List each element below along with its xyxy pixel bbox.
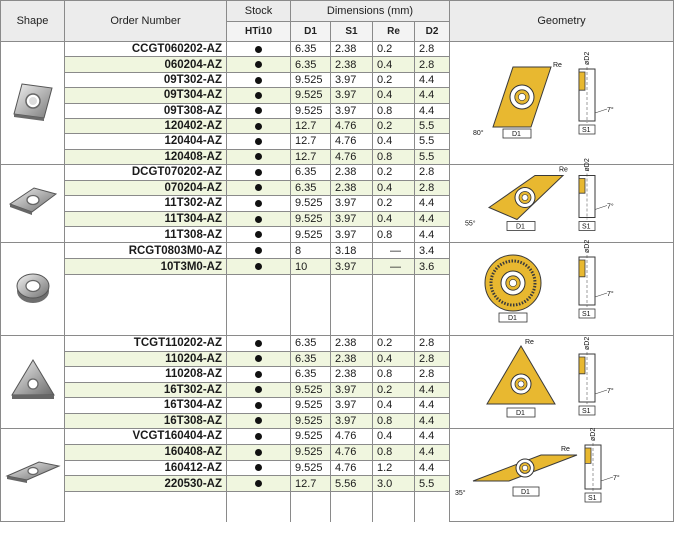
geometry-drawing-dcgt — [451, 158, 673, 238]
d1-value: 10 — [291, 259, 331, 275]
geometry-drawing-tcgt — [451, 336, 673, 424]
d2-value: 4.4 — [415, 88, 450, 103]
order-number: 16T308-AZ — [65, 413, 227, 429]
empty-cell — [373, 320, 415, 336]
clearance-angle-label: 7° — [606, 388, 614, 395]
d2-value: 3.6 — [415, 259, 450, 275]
d2-value: 4.4 — [415, 227, 450, 243]
table-row — [1, 336, 674, 352]
s1-value: 2.38 — [331, 165, 373, 181]
shape-cell-ccgt — [1, 42, 65, 165]
geometry-cell-ccgt — [450, 42, 674, 165]
d2-value: 4.4 — [415, 460, 450, 476]
in-stock-dot-icon — [255, 433, 262, 440]
d1-value: 6.35 — [291, 165, 331, 181]
header-grade: HTi10 — [227, 22, 291, 42]
in-stock-dot-icon — [255, 231, 262, 238]
d2-value: 2.8 — [415, 351, 450, 367]
stock-cell — [227, 57, 291, 72]
empty-cell — [65, 305, 227, 320]
in-stock-dot-icon — [255, 138, 262, 145]
clearance-angle-label: 7° — [606, 291, 614, 298]
stock-cell — [227, 42, 291, 57]
re-value: 0.8 — [373, 444, 415, 460]
d2-label: øD2 — [583, 239, 591, 253]
re-value: 0.2 — [373, 42, 415, 57]
d2-value: 4.4 — [415, 398, 450, 414]
s1-value: 2.38 — [331, 57, 373, 72]
re-value: 0.2 — [373, 118, 415, 133]
s1-value: 2.38 — [331, 180, 373, 196]
empty-cell — [415, 290, 450, 305]
angle-label: 35° — [454, 490, 466, 497]
empty-cell — [291, 492, 331, 507]
in-stock-dot-icon — [255, 263, 262, 270]
d1-value: 6.35 — [291, 180, 331, 196]
d1-value: 12.7 — [291, 149, 331, 164]
d1-label: D1 — [511, 131, 521, 138]
clearance-line — [595, 390, 607, 394]
empty-cell — [291, 290, 331, 305]
re-value: 0.4 — [373, 134, 415, 149]
hole-core — [518, 93, 525, 100]
d1-value: 9.525 — [291, 429, 331, 445]
s1-value: 3.97 — [331, 72, 373, 87]
order-number: 160408-AZ — [65, 444, 227, 460]
d2-label: øD2 — [583, 51, 591, 65]
re-value: 0.4 — [373, 398, 415, 414]
order-number: RCGT0803M0-AZ — [65, 243, 227, 259]
d2-value: 5.5 — [415, 134, 450, 149]
re-value: 0.8 — [373, 227, 415, 243]
re-value: 0.2 — [373, 165, 415, 181]
empty-cell — [331, 305, 373, 320]
empty-cell — [227, 492, 291, 507]
s1-label: S1 — [581, 311, 591, 318]
empty-cell — [291, 507, 331, 522]
in-stock-dot-icon — [255, 46, 262, 53]
cutting-edge-mark — [579, 179, 585, 194]
stock-cell — [227, 196, 291, 212]
order-number: 11T302-AZ — [65, 196, 227, 212]
s1-value: 2.38 — [331, 351, 373, 367]
re-value: 0.4 — [373, 429, 415, 445]
in-stock-dot-icon — [255, 402, 262, 409]
empty-cell — [227, 320, 291, 336]
re-label: Re — [552, 62, 562, 69]
in-stock-dot-icon — [255, 184, 262, 191]
order-number: DCGT070202-AZ — [65, 165, 227, 181]
d1-value: 9.525 — [291, 382, 331, 398]
d2-value: 4.4 — [415, 382, 450, 398]
re-label: Re — [524, 339, 534, 346]
empty-cell — [373, 492, 415, 507]
d2-value: 4.4 — [415, 429, 450, 445]
re-value: 0.4 — [373, 351, 415, 367]
table-row — [1, 243, 674, 259]
order-number: 09T304-AZ — [65, 88, 227, 103]
order-number: 060204-AZ — [65, 57, 227, 72]
in-stock-dot-icon — [255, 464, 262, 471]
table-row — [1, 165, 674, 181]
order-number: TCGT110202-AZ — [65, 336, 227, 352]
order-number: 070204-AZ — [65, 180, 227, 196]
empty-cell — [331, 492, 373, 507]
hole-core — [518, 381, 524, 387]
order-number: 110208-AZ — [65, 367, 227, 383]
header-re: Re — [373, 22, 415, 42]
clearance-angle-label: 7° — [606, 203, 614, 211]
s1-value: 2.38 — [331, 42, 373, 57]
d1-value: 6.35 — [291, 336, 331, 352]
table-row — [1, 429, 674, 445]
empty-cell — [415, 305, 450, 320]
s1-value: 3.97 — [331, 88, 373, 103]
ccgt-insert-photo-icon — [8, 76, 58, 126]
header-dimensions: Dimensions (mm) — [291, 1, 450, 22]
geometry-cell-tcgt — [450, 336, 674, 429]
re-value: 0.8 — [373, 149, 415, 164]
tcgt-insert-photo-icon — [9, 357, 57, 403]
geometry-cell-rcgt — [450, 239, 674, 336]
s1-label: S1 — [581, 223, 591, 231]
stock-cell — [227, 444, 291, 460]
s1-value: 4.76 — [331, 429, 373, 445]
in-stock-dot-icon — [255, 77, 262, 84]
re-value: 0.2 — [373, 382, 415, 398]
empty-cell — [227, 305, 291, 320]
empty-cell — [65, 275, 227, 291]
empty-cell — [373, 305, 415, 320]
s1-label: S1 — [581, 127, 591, 134]
empty-cell — [65, 492, 227, 507]
d2-value: 2.8 — [415, 42, 450, 57]
s1-label: S1 — [587, 495, 597, 502]
empty-cell — [227, 290, 291, 305]
cutting-edge-mark — [579, 357, 585, 374]
d1-label: D1 — [515, 410, 525, 417]
angle-label: 80° — [472, 130, 484, 137]
re-value: 0.4 — [373, 57, 415, 72]
stock-cell — [227, 118, 291, 133]
empty-cell — [373, 275, 415, 291]
stock-cell — [227, 351, 291, 367]
geometry-drawing-rcgt — [451, 239, 673, 331]
re-value: 0.4 — [373, 211, 415, 227]
s1-value: 4.76 — [331, 134, 373, 149]
order-number: 120402-AZ — [65, 118, 227, 133]
in-stock-dot-icon — [255, 169, 262, 176]
d2-value: 2.8 — [415, 165, 450, 181]
re-value: 0.2 — [373, 196, 415, 212]
cutting-edge-mark — [579, 72, 585, 90]
header-geometry: Geometry — [450, 1, 674, 42]
in-stock-dot-icon — [255, 216, 262, 223]
s1-value: 2.38 — [331, 336, 373, 352]
s1-value: 4.76 — [331, 460, 373, 476]
stock-cell — [227, 103, 291, 118]
clearance-angle-label: 7° — [612, 475, 620, 482]
clearance-line — [601, 477, 613, 481]
order-number: 16T304-AZ — [65, 398, 227, 414]
stock-cell — [227, 243, 291, 259]
d2-value: 3.4 — [415, 243, 450, 259]
d2-value: 5.5 — [415, 118, 450, 133]
header-d1: D1 — [291, 22, 331, 42]
header-d2: D2 — [415, 22, 450, 42]
order-number: CCGT060202-AZ — [65, 42, 227, 57]
shape-cell-tcgt — [1, 336, 65, 429]
stock-cell — [227, 429, 291, 445]
empty-cell — [415, 320, 450, 336]
order-number: 160412-AZ — [65, 460, 227, 476]
order-number: 09T302-AZ — [65, 72, 227, 87]
in-stock-dot-icon — [255, 92, 262, 99]
order-number: 11T308-AZ — [65, 227, 227, 243]
re-label: Re — [558, 166, 568, 174]
s1-value: 3.97 — [331, 382, 373, 398]
s1-value: 5.56 — [331, 476, 373, 492]
d1-value: 9.525 — [291, 103, 331, 118]
dcgt-insert-photo-icon — [8, 182, 58, 222]
table-row — [1, 42, 674, 57]
geometry-cell-dcgt — [450, 158, 674, 243]
stock-cell — [227, 259, 291, 275]
rcgt-insert-photo-icon — [11, 265, 55, 309]
d1-value: 12.7 — [291, 118, 331, 133]
d1-value: 9.525 — [291, 413, 331, 429]
stock-cell — [227, 398, 291, 414]
d1-value: 12.7 — [291, 476, 331, 492]
stock-cell — [227, 134, 291, 149]
empty-cell — [65, 320, 227, 336]
empty-cell — [65, 507, 227, 522]
header-stock: Stock — [227, 1, 291, 22]
re-value: 0.2 — [373, 336, 415, 352]
stock-cell — [227, 165, 291, 181]
s1-value: 3.97 — [331, 398, 373, 414]
empty-cell — [291, 320, 331, 336]
stock-cell — [227, 413, 291, 429]
s1-value: 3.97 — [331, 211, 373, 227]
in-stock-dot-icon — [255, 340, 262, 347]
empty-cell — [373, 290, 415, 305]
d1-label: D1 — [520, 489, 530, 496]
empty-cell — [373, 507, 415, 522]
re-value: 0.2 — [373, 72, 415, 87]
stock-cell — [227, 476, 291, 492]
stock-cell — [227, 211, 291, 227]
s1-value: 4.76 — [331, 118, 373, 133]
in-stock-dot-icon — [255, 61, 262, 68]
empty-cell — [415, 492, 450, 507]
order-number: 16T302-AZ — [65, 382, 227, 398]
s1-value: 3.97 — [331, 103, 373, 118]
d1-label: D1 — [515, 223, 525, 231]
re-value: 1.2 — [373, 460, 415, 476]
stock-cell — [227, 460, 291, 476]
order-number: 120404-AZ — [65, 134, 227, 149]
d1-label: D1 — [507, 315, 517, 322]
d1-value: 9.525 — [291, 196, 331, 212]
stock-cell — [227, 336, 291, 352]
header-s1: S1 — [331, 22, 373, 42]
empty-cell — [65, 290, 227, 305]
d2-value: 4.4 — [415, 72, 450, 87]
d1-value: 9.525 — [291, 398, 331, 414]
d2-label: øD2 — [589, 427, 597, 441]
shape-cell-vcgt — [1, 429, 65, 522]
cutting-edge-mark — [585, 448, 591, 463]
hole-core — [509, 279, 516, 286]
s1-label: S1 — [581, 408, 591, 415]
in-stock-dot-icon — [255, 449, 262, 456]
d1-value: 9.525 — [291, 460, 331, 476]
s1-value: 4.76 — [331, 444, 373, 460]
stock-cell — [227, 149, 291, 164]
re-value: 3.0 — [373, 476, 415, 492]
geometry-cell-vcgt — [450, 429, 674, 522]
re-value: 0.4 — [373, 180, 415, 196]
order-number: 110204-AZ — [65, 351, 227, 367]
d2-value: 4.4 — [415, 211, 450, 227]
angle-label: 55° — [464, 220, 476, 228]
d1-value: 6.35 — [291, 57, 331, 72]
re-value: — — [373, 243, 415, 259]
d1-value: 9.525 — [291, 88, 331, 103]
order-number: 09T308-AZ — [65, 103, 227, 118]
hole-core — [522, 465, 527, 470]
d1-value: 9.525 — [291, 211, 331, 227]
in-stock-dot-icon — [255, 480, 262, 487]
empty-cell — [291, 275, 331, 291]
clearance-line — [595, 206, 607, 210]
d2-value: 5.5 — [415, 476, 450, 492]
shape-cell-dcgt — [1, 165, 65, 243]
cutting-edge-mark — [579, 260, 585, 277]
d1-value: 9.525 — [291, 444, 331, 460]
stock-cell — [227, 180, 291, 196]
s1-value: 3.97 — [331, 259, 373, 275]
in-stock-dot-icon — [255, 153, 262, 160]
in-stock-dot-icon — [255, 417, 262, 424]
re-label: Re — [560, 446, 570, 453]
empty-cell — [291, 305, 331, 320]
s1-value: 2.38 — [331, 367, 373, 383]
order-number: 11T304-AZ — [65, 211, 227, 227]
s1-value: 4.76 — [331, 149, 373, 164]
order-number: 220530-AZ — [65, 476, 227, 492]
d1-value: 8 — [291, 243, 331, 259]
vcgt-insert-photo-icon — [5, 458, 61, 488]
re-value: 0.8 — [373, 103, 415, 118]
d1-value: 9.525 — [291, 72, 331, 87]
d2-label: øD2 — [583, 336, 591, 350]
in-stock-dot-icon — [255, 386, 262, 393]
order-number: 120408-AZ — [65, 149, 227, 164]
s1-value: 3.18 — [331, 243, 373, 259]
d2-label: øD2 — [583, 158, 591, 172]
s1-value: 3.97 — [331, 196, 373, 212]
in-stock-dot-icon — [255, 371, 262, 378]
order-number: 10T3M0-AZ — [65, 259, 227, 275]
in-stock-dot-icon — [255, 123, 262, 130]
clearance-angle-label: 7° — [606, 107, 614, 114]
in-stock-dot-icon — [255, 247, 262, 254]
d1-value: 6.35 — [291, 351, 331, 367]
empty-cell — [415, 275, 450, 291]
shape-cell-rcgt — [1, 243, 65, 336]
d2-value: 4.4 — [415, 103, 450, 118]
empty-cell — [331, 275, 373, 291]
d2-value: 2.8 — [415, 180, 450, 196]
d2-value: 4.4 — [415, 413, 450, 429]
geometry-drawing-ccgt — [451, 42, 673, 160]
in-stock-dot-icon — [255, 355, 262, 362]
in-stock-dot-icon — [255, 200, 262, 207]
d1-value: 12.7 — [291, 134, 331, 149]
d1-value: 6.35 — [291, 367, 331, 383]
d1-value: 6.35 — [291, 42, 331, 57]
stock-cell — [227, 382, 291, 398]
d2-value: 2.8 — [415, 367, 450, 383]
re-value: 0.8 — [373, 367, 415, 383]
geometry-drawing-vcgt — [451, 429, 673, 517]
empty-cell — [227, 507, 291, 522]
header-order-number: Order Number — [65, 1, 227, 42]
d2-value: 4.4 — [415, 196, 450, 212]
s1-value: 3.97 — [331, 227, 373, 243]
d2-value: 5.5 — [415, 149, 450, 164]
empty-cell — [331, 320, 373, 336]
stock-cell — [227, 88, 291, 103]
header-shape: Shape — [1, 1, 65, 42]
d2-value: 2.8 — [415, 57, 450, 72]
clearance-line — [595, 293, 607, 297]
stock-cell — [227, 367, 291, 383]
order-number: VCGT160404-AZ — [65, 429, 227, 445]
empty-cell — [331, 507, 373, 522]
re-value: — — [373, 259, 415, 275]
d2-value: 4.4 — [415, 444, 450, 460]
empty-cell — [227, 275, 291, 291]
empty-cell — [415, 507, 450, 522]
hole-core — [522, 195, 528, 201]
in-stock-dot-icon — [255, 107, 262, 114]
s1-value: 3.97 — [331, 413, 373, 429]
stock-cell — [227, 227, 291, 243]
re-value: 0.4 — [373, 88, 415, 103]
re-value: 0.8 — [373, 413, 415, 429]
d2-value: 2.8 — [415, 336, 450, 352]
d1-value: 9.525 — [291, 227, 331, 243]
empty-cell — [331, 290, 373, 305]
stock-cell — [227, 72, 291, 87]
clearance-line — [595, 109, 607, 113]
